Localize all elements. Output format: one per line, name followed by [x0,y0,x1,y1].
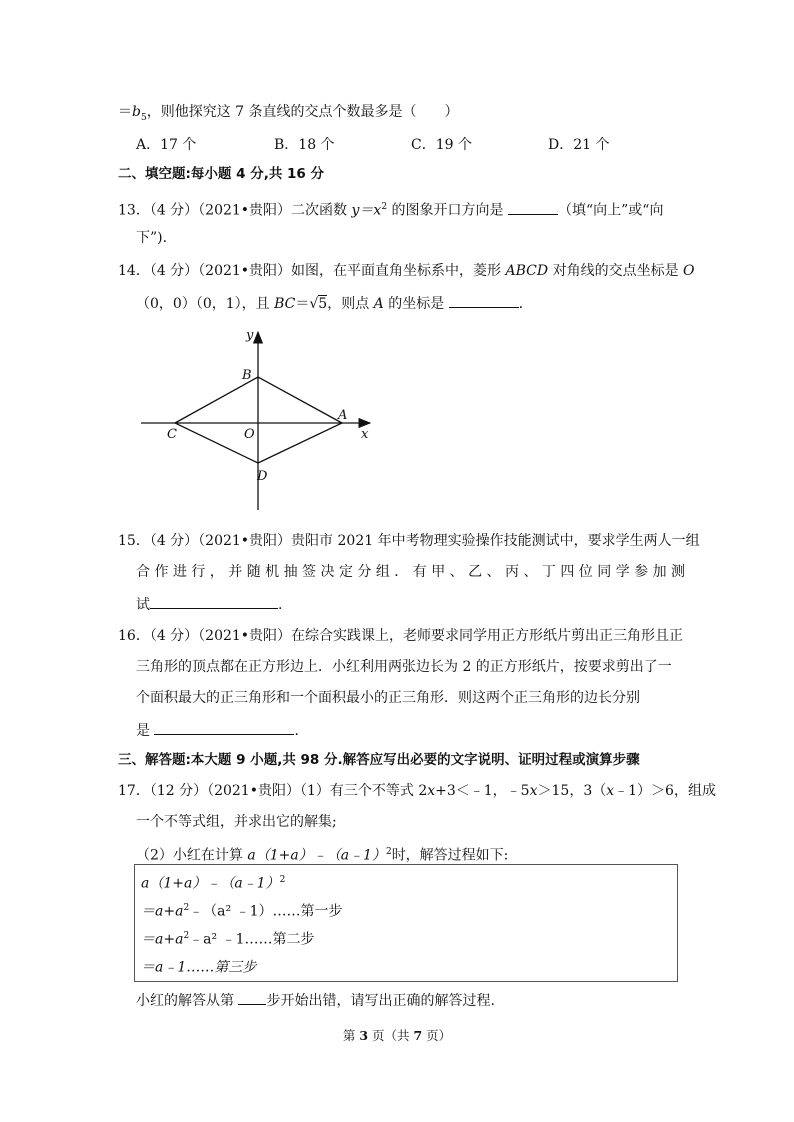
q13-text: 的图象开口方向是 [387,202,508,219]
answer-blank-q16[interactable] [154,720,294,735]
q17-text: ＞15，3（ [537,783,607,799]
footer-text: 第 [342,1028,360,1043]
label-o: O [244,427,255,442]
label-c: C [167,427,177,442]
q14-text: 14．（4 分）（2021•贵阳）如图，在平面直角坐标系中，菱形 [118,263,506,279]
option-b[interactable]: B．18 个 [274,137,335,153]
q16-line4 [136,720,308,740]
solution-sup: 2 [183,931,190,941]
q17-line1 [118,782,716,800]
option-a[interactable]: A．17 个 [136,137,197,153]
q14-name: ABCD [505,263,549,279]
q13-line2: 下”). [136,230,168,246]
solution-line-1 [141,871,285,893]
q13-func: y＝x [351,202,382,219]
q17-sup: 2 [385,847,392,857]
q14-line2 [136,293,533,313]
q13-text: 13．（4 分）（2021•贵阳）二次函数 [118,202,352,219]
q12-text: ＝ [118,104,132,120]
q17-var: x [529,783,538,799]
footer-text: 页（共 [368,1028,414,1043]
label-b: B [242,368,252,383]
q17-text: 步开始出错，请写出正确的解答过程. [266,993,495,1009]
q12-sub: 5 [140,112,147,123]
q13-line1 [118,198,663,220]
q15-text: 试 [136,597,150,613]
q17-text: 17．（12 分）（2021•贵阳）（1）有三个不等式 2 [118,783,428,799]
q17-text: 时，解答过程如下: [391,847,509,864]
solution-after: ﹣（a² ﹣1）……第一步 [189,903,343,920]
q16-text: ． [294,723,309,739]
rhombus-figure [136,322,386,514]
label-d: D [257,469,268,484]
q17-text: 小红的解答从第 [136,993,239,1009]
solution-box [134,864,678,982]
q12-text: ，则他探究这 7 条直线的交点个数最多是（ ） [146,104,459,120]
option-d[interactable]: D．21 个 [548,137,610,153]
q15-line1: 15．（4 分）（2021•贵阳）贵阳市 2021 年中考物理实验操作技能测试中，要求学生两人一组 [118,533,700,549]
q13-text: （填“向上”或“向 [557,202,664,219]
q17-expr: a（1+a）﹣（a﹣1） [247,847,386,864]
page-number: 3 [359,1028,369,1043]
solution-text: ＝a+a [141,903,184,920]
q15-line3 [136,594,282,614]
page-footer [0,1026,794,1044]
q14-text: 的坐标是 [383,296,449,312]
solution-line-2 [141,899,343,921]
q14-text: 对角线的交点坐标是 [548,263,684,279]
q14-text: ，则点 [327,296,374,312]
q16-text: 是 [136,723,155,739]
section-heading-3: 三、解答题:本大题 9 小题,共 98 分.解答应写出必要的文字说明、证明过程或演算步骤 [118,752,640,768]
solution-sup: 2 [183,903,190,913]
page-total: 7 [413,1028,423,1043]
q16-line3: 个面积最大的正三角形和一个面积最小的正三角形．则这两个正三角形的边长分别 [136,690,640,706]
q16-line2: 三角形的顶点都在正方形边上．小红利用两张边长为 2 的正方形纸片，按要求剪出了一 [136,659,672,675]
q17-part2 [136,843,508,865]
q14-text: （0，0）（0，1），且 [136,296,275,312]
q17-text: +3＜﹣1，﹣5 [435,783,530,799]
q15-text: . [278,597,283,613]
solution-line-4 [141,955,256,977]
answer-blank-q15[interactable] [150,594,278,609]
solution-text: ＝a+a [141,931,184,948]
footer-text: 页） [422,1028,452,1043]
q14-o: O [683,263,695,279]
q17-var: x [606,783,615,799]
option-c[interactable]: C．19 个 [411,137,472,153]
q14-bc: BC [274,296,296,312]
q17-line2: 一个不等式组，并求出它的解集; [136,814,337,830]
q13-sup: 2 [381,202,388,212]
label-x: x [361,427,369,442]
solution-text: a（1+a）﹣（a﹣1） [141,875,280,892]
q14-period: ． [518,296,533,312]
section-heading-2: 二、填空题:每小题 4 分,共 16 分 [118,166,325,182]
solution-text: ＝a﹣1……第三步 [141,959,257,976]
q16-line1: 16．（4 分）（2021•贵阳）在综合实践课上，老师要求同学用正方形纸片剪出正三角形且正 [118,628,684,644]
sqrt-sign: √ [309,296,319,312]
q12-var: b [132,104,141,120]
q14-eq: ＝ [295,296,310,312]
answer-blank-q14[interactable] [449,293,519,308]
label-a: A [338,408,348,423]
q17-last-line [136,990,495,1010]
q17-text: ﹣1）＞6，组成 [614,783,716,799]
sqrt-value: 5 [318,296,328,312]
answer-blank-q17[interactable] [238,990,266,1005]
solution-line-3 [141,927,315,949]
q12-tail-line [118,103,459,127]
q17-text: （2）小红在计算 [136,847,248,864]
label-y: y [246,328,254,343]
q15-line2: 合 作 进 行 ， 并 随 机 抽 签 决 定 分 组 ． 有 甲 、 乙 、 丙 、 丁 四 位 同 学 参 加 测 [136,564,686,580]
q14-line1 [118,262,695,280]
solution-sup: 2 [279,875,286,885]
q17-var: x [427,783,436,799]
solution-after: ﹣a² ﹣1……第二步 [189,931,315,948]
answer-blank-q13[interactable] [508,200,558,215]
q14-a: A [373,296,384,312]
